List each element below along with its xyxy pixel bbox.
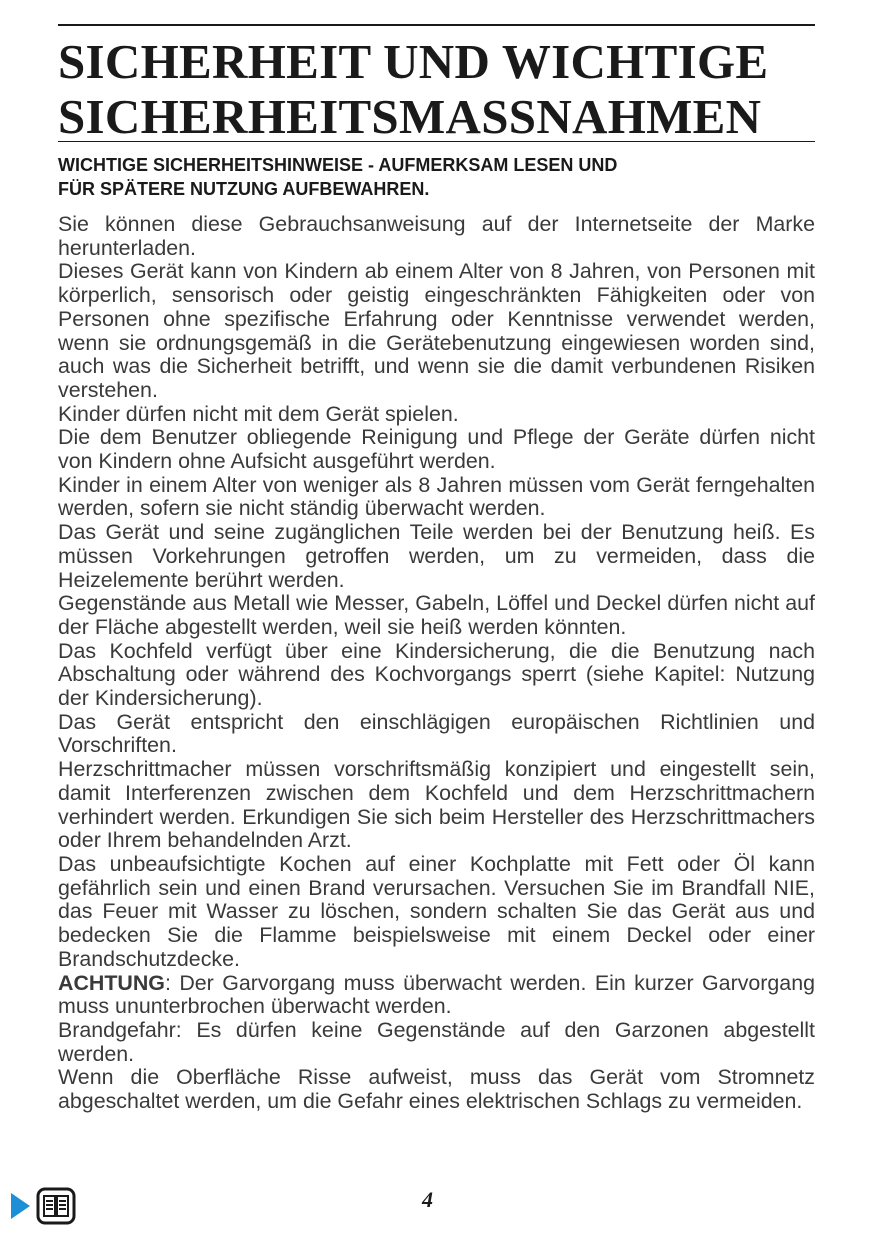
subtitle-line-1: WICHTIGE SICHERHEITSHINWEISE - AUFMERKSAM LESEN UND: [58, 155, 618, 175]
title-underline: [58, 141, 815, 142]
warning-text: : Der Garvorgang muss überwacht werden. Ein kurzer Garvorgang muss ununterbrochen überwacht werden.: [58, 970, 815, 1019]
paragraph-fire-hazard: Brandgefahr: Es dürfen keine Gegenstände auf den Garzonen abgestellt werden.: [58, 1017, 815, 1066]
paragraph-children-use: Dieses Gerät kann von Kindern ab einem Alter von 8 Jahren, von Personen mit körperlich, sensorisch oder geistig eingeschränkten Fähigkeiten oder von Personen ohne spezifische Erfahrung oder Kenntnisse verwendet werden, wenn sie ordnungsgemäß in die Gerätebenutzung eingewiesen worden sind, auch was die Sicherheit betrifft, und wenn sie die damit verbundenen Risiken verstehen.: [58, 259, 815, 402]
safety-instructions: [58, 213, 815, 1114]
paragraph-warning: [58, 972, 815, 1019]
top-rule: [58, 24, 815, 26]
paragraph-child-lock: Das Kochfeld verfügt über eine Kindersicherung, die die Benutzung nach Abschaltung oder während des Kochvorgangs sperrt (siehe Kapitel: Nutzung der Kindersicherung).: [58, 638, 815, 711]
warning-label: ACHTUNG: [58, 970, 165, 995]
paragraph-cleaning: Die dem Benutzer obliegende Reinigung und Pflege der Geräte dürfen nicht von Kindern ohne Aufsicht ausgeführt werden.: [58, 425, 815, 474]
subtitle: [58, 153, 815, 201]
paragraph-hot-parts: Das Gerät und seine zugänglichen Teile werden bei der Benutzung heiß. Es müssen Vorkehrungen getroffen werden, um zu vermeiden, dass die Heizelemente berührt werden.: [58, 520, 815, 592]
paragraph-download: Sie können diese Gebrauchsanweisung auf der Internetseite der Marke herunterladen.: [58, 212, 815, 260]
paragraph-eu-directives: Das Gerät entspricht den einschlägigen europäischen Richtlinien und Vorschriften.: [58, 709, 815, 758]
paragraph-cracks: Wenn die Oberfläche Risse aufweist, muss das Gerät vom Stromnetz abgeschaltet werden, um die Gefahr eines elektrischen Schlags zu vermeiden.: [58, 1065, 815, 1114]
page-title-line-1: SICHERHEIT UND WICHTIGE: [58, 34, 769, 89]
paragraph-pacemaker: Herzschrittmacher müssen vorschriftsmäßig konzipiert und eingestellt sein, damit Interferenzen zwischen dem Kochfeld und dem Herzschrittmachern verhindert werden. Erkundigen Sie sich beim Hersteller des Herzschrittmachers oder Ihrem behandelnden Arzt.: [58, 757, 815, 853]
page-number: 4: [422, 1187, 433, 1212]
page-title-line-2: SICHERHEITSMASSNAHMEN: [58, 89, 762, 144]
paragraph-under-8: Kinder in einem Alter von weniger als 8 Jahren müssen vom Gerät ferngehalten werden, sofern sie nicht ständig überwacht werden.: [58, 472, 815, 521]
paragraph-fire-risk: Das unbeaufsichtigte Kochen auf einer Kochplatte mit Fett oder Öl kann gefährlich sein und einen Brand verursachen. Versuchen Sie im Brandfall NIE, das Feuer mit Wasser zu löschen, sondern schalten Sie das Gerät aus und bedecken Sie die Flamme beispielsweise mit einem Deckel oder einer Brandschutzdecke.: [58, 851, 815, 971]
paragraph-no-play: Kinder dürfen nicht mit dem Gerät spielen.: [58, 401, 459, 426]
subtitle-line-2: FÜR SPÄTERE NUTZUNG AUFBEWAHREN.: [58, 179, 430, 199]
page-title: [58, 34, 815, 144]
paragraph-metal-objects: Gegenstände aus Metall wie Messer, Gabeln, Löffel und Deckel dürfen nicht auf der Fläche abgestellt werden, weil sie heiß werden könnten.: [58, 591, 815, 639]
